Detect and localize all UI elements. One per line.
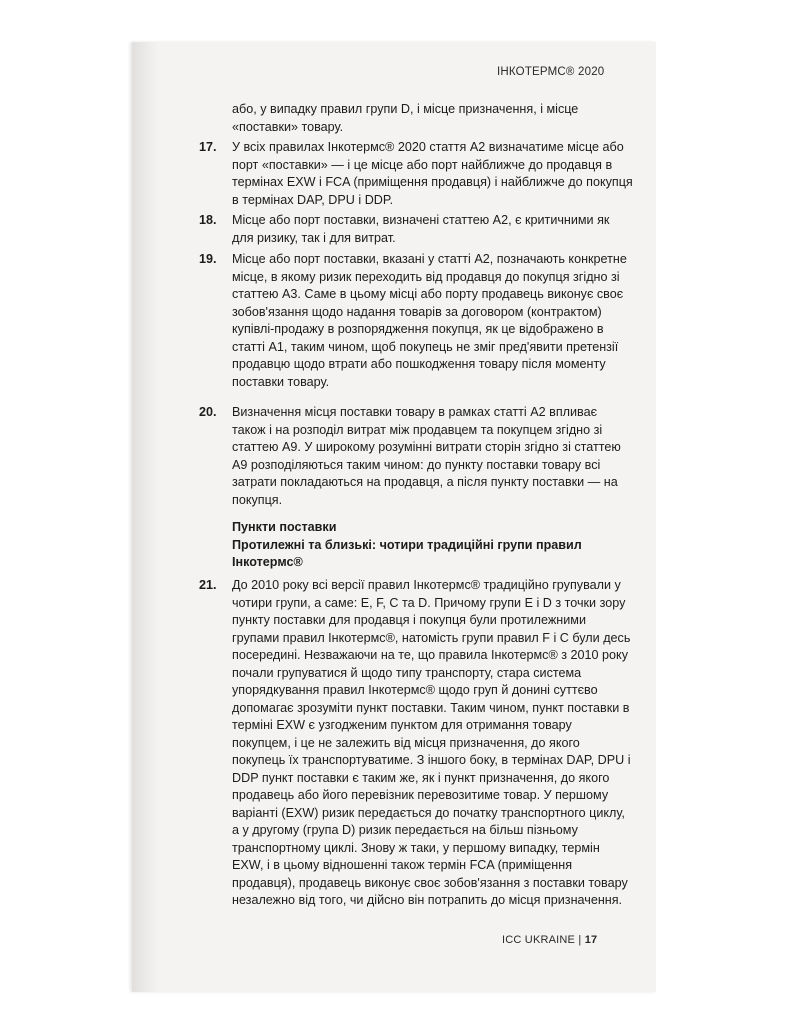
section-heading	[232, 519, 632, 572]
paragraph-number: 21.	[199, 578, 217, 592]
footer-label: ICC UKRAINE	[502, 934, 576, 946]
paragraph-number: 19.	[199, 252, 217, 266]
paragraph-17	[199, 139, 634, 209]
footer-separator: |	[578, 934, 582, 946]
intro-paragraph	[232, 101, 634, 136]
section-heading-line2: Протилежні та близькі: чотири традиційні групи правил Інкотермс®	[232, 537, 582, 569]
paragraph-text: До 2010 року всі версії правил Інкотермс® традиційно групували у чотири групи, а саме: E, F, C та D. Причому групи E і D з точки зору пункту поставки для продавця і покупця були протилежними групами правил Інкотермс®, натомість групи правил F і C були десь посередині. Незважаючи на те, що правила Інкотермс® з 2010 року почали групуватися й щодо типу транспорту, стара система упорядкування правил Інкотермс® щодо груп й донині суттєво допомагає зрозуміти пункт поставки. Таким чином, пункт поставки в терміні EXW є узгодженим пунктом для отримання товару покупцем, і це не залежить від місця призначення, до якого покупець їх транспортуватиме. З іншого боку, в термінах DAP, DPU і DDP пункт поставки є таким же, як і пункт призначення, до якого продавець або його перевізник перевозитиме товар. У першому варіанті (EXW) ризик передається до початку транспортного циклу, а у другому (група D) ризик передається на більш пізньому транспортному циклі. Знову ж таки, у першому випадку, термін EXW, і в цьому відношенні також термін FCA (приміщення продавця), продавець виконує своє зобов'язання з поставки товару незалежно від того, чи дійсно він потрапить до місця призначення.	[232, 578, 631, 907]
paragraph-19	[199, 251, 634, 391]
paragraph-number: 17.	[199, 140, 217, 154]
paragraph-text: Місце або порт поставки, вказані у статті А2, позначають конкретне місце, в якому ризик переходить від продавця до покупця згідно зі статтею А3. Саме в цьому місці або порту продавець виконує своє зобов'язання щодо надання товарів за договором (контрактом) купівлі-продажу в розпорядження покупця, як це відображено в статті А1, таким чином, щоб покупець не зміг пред'явити претензії продавцю щодо втрати або пошкодження товару після моменту поставки товару.	[232, 252, 627, 389]
paragraph-number: 18.	[199, 213, 217, 227]
intro-text: або, у випадку правил групи D, і місце призначення, і місце «поставки» товару.	[232, 102, 579, 134]
page-footer	[502, 934, 597, 946]
paragraph-number: 20.	[199, 405, 217, 419]
paragraph-text: Місце або порт поставки, визначені статтею А2, є критичними як для ризику, так і для витрат.	[232, 213, 610, 245]
section-heading-line1: Пункти поставки	[232, 520, 337, 534]
paragraph-20	[199, 404, 634, 509]
paragraph-text: У всіх правилах Інкотермс® 2020 стаття А2 визначатиме місце або порт «поставки» — і це місце або порт найближче до продавця в термінах EXW і FCA (приміщення продавця) і найближче до покупця в термінах DAP, DPU і DDP.	[232, 140, 633, 207]
paragraph-text: Визначення місця поставки товару в рамках статті А2 впливає також і на розподіл витрат між продавцем та покупцем згідно зі статтею А9. У широкому розумінні витрати сторін згідно зі статтею А9 розподіляються таким чином: до пункту поставки товару всі затрати покладаються на продавця, а після пункту поставки — на покупця.	[232, 405, 621, 507]
running-header: ІНКОТЕРМС® 2020	[497, 66, 605, 78]
page-number: 17	[584, 934, 598, 946]
paragraph-21	[199, 577, 634, 910]
paragraph-18	[199, 212, 634, 247]
